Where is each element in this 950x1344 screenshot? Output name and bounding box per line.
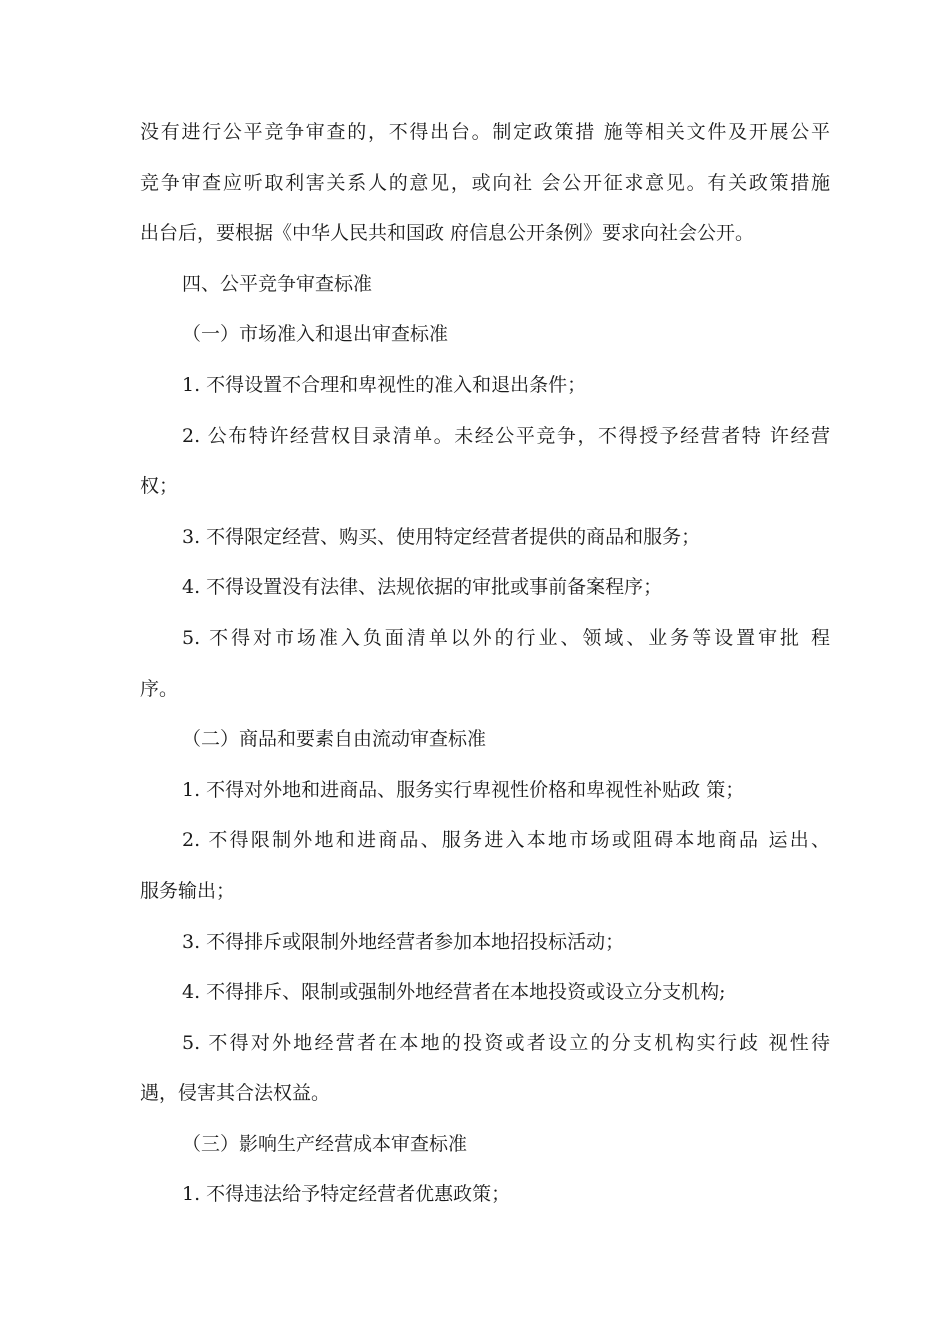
document-body [140, 107, 830, 1220]
text-line: 遇，侵害其合法权益。 [140, 1082, 331, 1105]
text-line: （一）市场准入和退出审查标准 [182, 323, 449, 346]
text-line: 4. 不得设置没有法律、法规依据的审批或事前备案程序； [182, 576, 663, 599]
text-line: 4. 不得排斥、限制或强制外地经营者在本地投资或设立分支机构; [182, 981, 726, 1004]
text-line: 权； [140, 475, 179, 498]
text-line: （二）商品和要素自由流动审查标准 [182, 728, 487, 751]
text-line: 1. 不得对外地和进商品、服务实行卑视性价格和卑视性补贴政 策； [182, 778, 745, 801]
text-line: 3. 不得限定经营、购买、使用特定经营者提供的商品和服务； [182, 525, 701, 548]
text-line: 出台后，要根据《中华人民共和国政 府信息公开条例》要求向社会公开。 [140, 222, 755, 245]
text-line: 服务输出； [140, 879, 236, 902]
text-line: 竞争审查应听取利害关系人的意见，或向社 会公开征求意见。有关政策措施 [140, 171, 830, 194]
text-line: （三）影响生产经营成本审查标准 [182, 1132, 468, 1155]
text-line: 1. 不得违法给予特定经营者优惠政策； [182, 1183, 511, 1206]
text-line: 四、公平竞争审查标准 [182, 272, 373, 295]
text-line: 2. 不得限制外地和进商品、服务进入本地市场或阻碍本地商品 运出、 [182, 829, 830, 852]
text-line: 序。 [140, 677, 179, 700]
text-line: 1. 不得设置不合理和卑视性的准入和退出条件； [182, 373, 587, 396]
text-line: 没有进行公平竞争审查的，不得出台。制定政策措 施等相关文件及开展公平 [140, 121, 830, 143]
text-line: 2. 公布特许经营权目录清单。未经公平竞争，不得授予经营者特 许经营 [182, 424, 830, 447]
text-line: 5. 不得对市场准入负面清单以外的行业、领域、业务等设置审批 程 [182, 626, 830, 649]
text-line: 3. 不得排斥或限制外地经营者参加本地招投标活动； [182, 930, 625, 953]
text-line: 5. 不得对外地经营者在本地的投资或者设立的分支机构实行歧 视性待 [182, 1031, 830, 1054]
